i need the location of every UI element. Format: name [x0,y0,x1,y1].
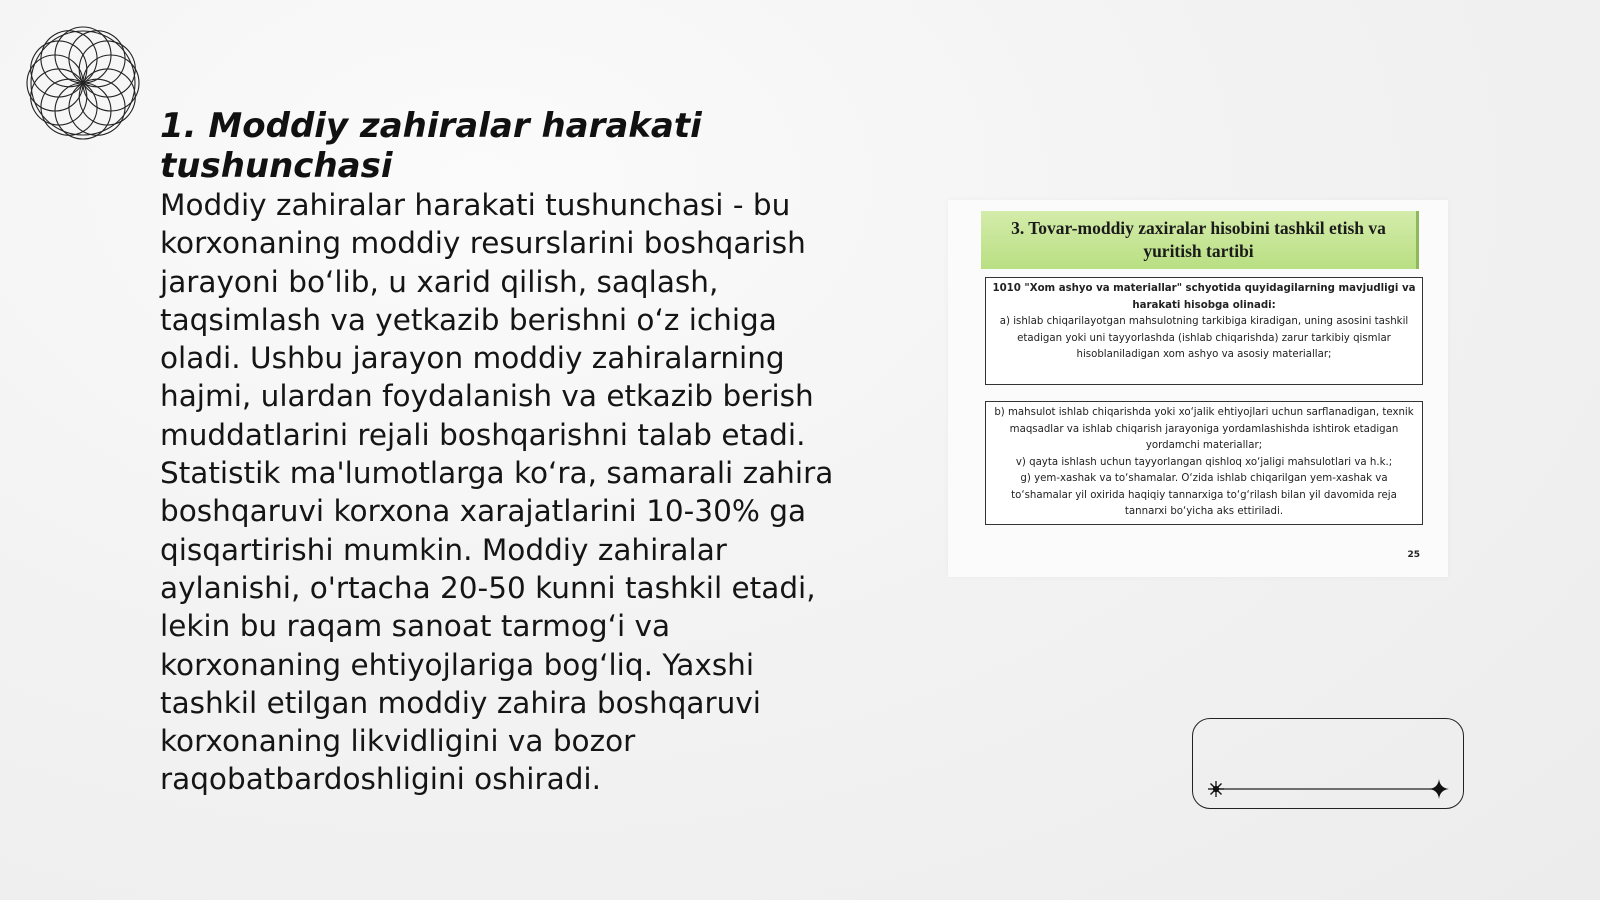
body-paragraph: Moddiy zahiralar harakati tushunchasi - bu korxonaning moddiy resurslarini boshqarish jarayoni bo‘lib, u xarid qilish, saqlash, taqsimlash va yetkazib berishni o‘z ichiga oladi. Ushbu jarayon moddiy zahiralarning hajmi, ulardan foydalanish va etkazib berish muddatlarini rejali boshqarishni talab etadi. Statistik ma'lumotlarga ko‘ra, samarali zahira boshqaruvi korxona xarajatlarini 10-30% ga qisqartirishi mumkin. Moddiy zahiralar aylanishi, o'rtacha 20-50 kunni tashkil etadi, lekin bu raqam sanoat tarmog‘i va korxonaning ehtiyojlariga bog‘liq. Yaxshi tashkil etilgan moddiy zahira boshqaruvi korxonaning likvidligini va bozor raqobatbardoshligini oshiradi. [160,188,834,797]
info-box-item-v: v) qayta ishlash uchun tayyorlangan qishloq xo‘jaligi mahsulotlari va h.k.; [1015,456,1393,468]
embedded-slide-image [948,200,1448,577]
star-icon [1429,779,1449,799]
info-box-heading: 1010 "Xom ashyo va materiallar" schyotida quyidagilarning mavjudligi va harakati hisobga olinadi: [992,283,1416,311]
embedded-slide-page-number: 25 [1407,550,1420,560]
info-box-item-b: b) mahsulot ishlab chiqarishda yoki xo‘jalik ehtiyojlari uchun sarflanadigan, texnik maqsadlar va ishlab chiqarish jarayoniga yordamlashishda ishtirok etadigan yordamchi materiallar; [994,407,1414,451]
sparkle-icon [1208,781,1224,797]
spirograph-ornament [10,10,156,156]
info-box-item-g: g) yem-xashak va to‘shamalar. O‘zida ishlab chiqarilgan yem-xashak va to‘shamalar yil oxirida haqiqiy tannarxiga to‘g‘rilash bilan yil davomida reja tannarxi bo‘yicha aks ettiriladi. [1011,473,1397,517]
decorative-pill-frame [1192,718,1464,809]
info-box-auxiliary [985,401,1423,525]
embedded-slide-heading: 3. Tovar-moddiy zaxiralar hisobini tashkil etish va yuritish tartibi [981,211,1419,269]
info-box-item-a: a) ishlab chiqarilayotgan mahsulotning tarkibiga kiradigan, uning asosini tashkil etadigan yoki uni tayyorlashda (ishlab chiqarishda) zarur tarkibiy qismlar hisoblaniladigan xom ashyo va asosiy materiallar; [999,316,1409,360]
slide-title: 1. Moddiy zahiralar harakati tushunchasi [160,106,702,186]
pill-line-graphic [1193,719,1465,810]
info-box-materials [985,277,1423,385]
